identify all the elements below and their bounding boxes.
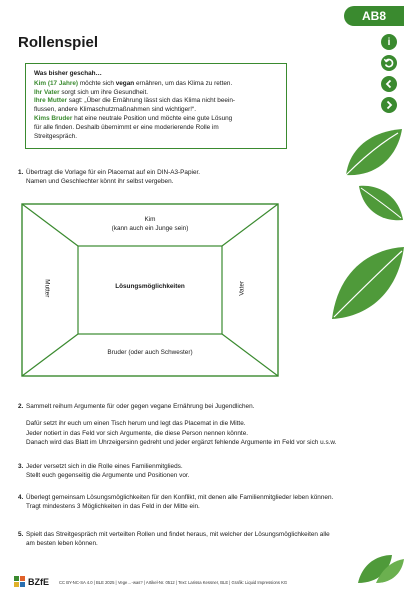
leaf-decoration-3 xyxy=(320,243,404,325)
footer-credit: CC BY-NC-SA 4.0 | BLE 2025 | Vege…-was? | Artikel-Nr. 0512 | Text: Larissa Kessner, BLE | Grafik: Liquid Impressions KG xyxy=(59,579,288,585)
worksheet-tag: AB8 xyxy=(344,6,404,26)
side-navigation xyxy=(381,34,399,118)
page-title: Rollenspiel xyxy=(18,34,99,51)
info-icon[interactable]: i xyxy=(381,34,397,50)
infobox-bruder-line: Kims Bruder hat eine neutrale Position und möchte eine gute Lösung xyxy=(34,115,233,123)
story-infobox xyxy=(25,63,287,149)
infobox-vater-line: Ihr Vater sorgt sich um ihre Gesundheit. xyxy=(34,88,149,96)
infobox-kim-line: Kim (17 Jahre) möchte sich vegan ernähren, um das Klima zu retten. xyxy=(34,79,233,87)
forward-icon[interactable] xyxy=(381,97,397,113)
back-icon[interactable] xyxy=(381,76,397,92)
placemat-diagonal-tr xyxy=(222,204,278,246)
task-3: 3. Jeder versetzt sich in die Rolle eines Familienmitglieds. Stellt euch gegenseitig die Argumente und Positionen vor. xyxy=(18,463,190,480)
leaf-decoration-2 xyxy=(355,182,404,224)
page-footer xyxy=(14,574,394,590)
bzfe-logo: BZfE xyxy=(14,576,49,588)
restart-icon[interactable] xyxy=(381,55,397,71)
infobox-bruder-line-2: für alle finden. Deshalb übernimmt er eine moderierende Rolle im xyxy=(34,123,219,131)
infobox-bruder-line-3: Streitgespräch. xyxy=(34,132,77,140)
placemat-top-label: Kim (kann auch ein Junge sein) xyxy=(111,216,189,232)
infobox-mutter-line: Ihre Mutter sagt: „Über die Ernährung lässt sich das Klima nicht beein- xyxy=(34,97,236,105)
task-1: 1. Übertragt die Vorlage für ein Placemat auf ein DIN-A3-Papier. Namen und Geschlechter könnt ihr selbst vergeben. xyxy=(18,169,201,186)
leaf-decoration-1 xyxy=(340,125,404,185)
placemat-diagonal-br xyxy=(222,334,278,376)
infobox-mutter-line-2: flussen, andere Klimaschutzmaßnahmen sind wichtiger!“. xyxy=(34,106,196,114)
placemat-center-label: Lösungsmöglichkeiten xyxy=(115,283,185,290)
task-5: 5. Spielt das Streitgespräch mit verteilten Rollen und findet heraus, mit welcher der Lösungsmöglichkeiten alle am besten leben können. xyxy=(18,531,330,548)
infobox-heading: Was bisher geschah… xyxy=(34,70,102,77)
bzfe-logo-mark-icon xyxy=(14,576,26,588)
placemat-left-label: Mutter xyxy=(43,279,51,298)
task-4: 4. Überlegt gemeinsam Lösungsmöglichkeiten für den Konflikt, mit denen alle Familienmitglieder leben können. Tragt mindestens 3 Möglichkeiten in das Feld in der Mitte ein. xyxy=(18,494,334,511)
placemat-diagonal-tl xyxy=(22,204,78,246)
placemat-bottom-label: Bruder (oder auch Schwester) xyxy=(107,349,193,356)
placemat-right-label: Vater xyxy=(238,280,246,296)
task-2: 2. Sammelt reihum Argumente für oder gegen vegane Ernährung bei Jugendlichen. Dafür setzt ihr euch um einen Tisch herum und legt das Placemat in die Mitte. Jeder notiert in das Feld vor sich Argumente, die diese Person nennen könnte. Danach wird das Blatt im Uhrzeigersinn gedreht und jeder ergänzt fehlende Argumente im Feld vor sich u.s.w. xyxy=(18,403,337,446)
